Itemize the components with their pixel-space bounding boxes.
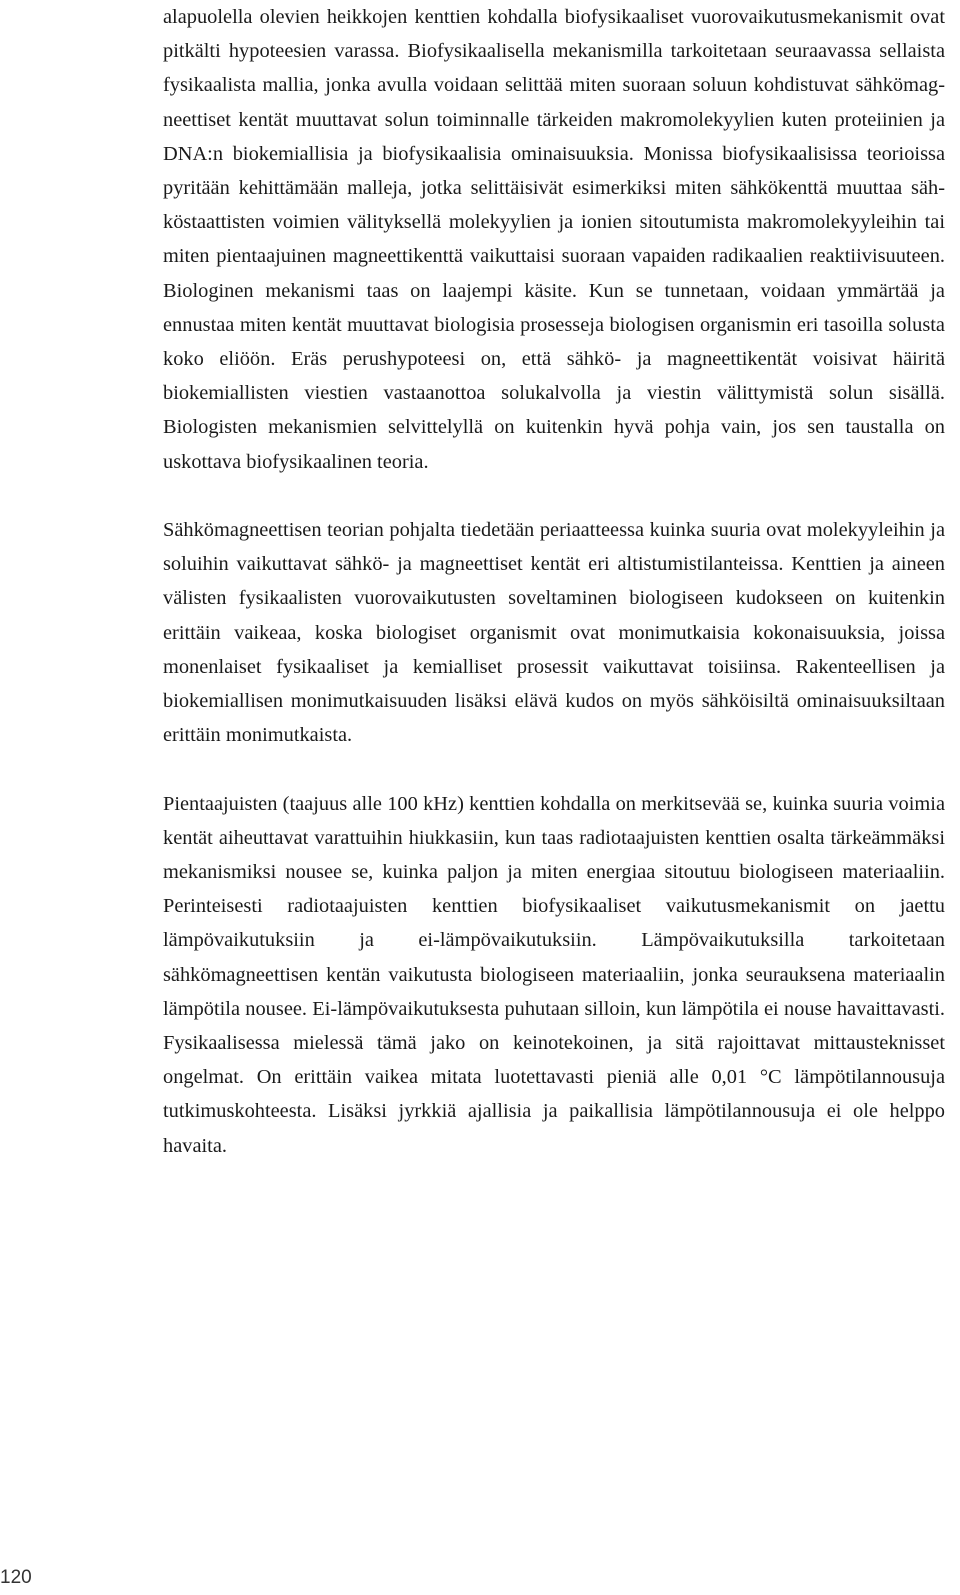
paragraph-low-frequency-fields: Pientaajuisten (taajuus alle 100 kHz) kenttien kohdalla on merkitsevää se, kuinka suuria voimia kentät aiheuttavat varattuihin hiukkasiin, kun taas radiotaajuisten kenttien osalta tärkeämmäksi mekanismiksi nousee se, kuinka paljon ja miten energiaa sitoutuu biologiseen materiaaliin. Perinteisesti radiotaajuisten kenttien biofysikaaliset vaikutusmekanismit on jaettu lämpövaikutuksiin ja ei-lämpövaikutuksiin. Lämpövaikutuksilla tarkoitetaan sähkömagneettisen kentän vaikutusta biologiseen materiaaliin, jonka seurauksena materiaalin lämpötila nousee. Ei-lämpövaikutuksesta puhutaan silloin, kun lämpötila ei nouse havaittavasti. Fysikaalisessa mielessä tämä jako on keinotekoinen, ja sitä rajoittavat mittausteknisset ongelmat. On erittäin vaikea mitata luotettavasti pieniä alle 0,01 °C lämpötilannousuja tutkimuskohteesta. Lisäksi jyrkkiä ajallisia ja paikallisia lämpötilannousuja ei ole helppo havaita. [163, 792, 945, 1157]
paragraph-electromagnetic-theory: Sähkömagneettisen teorian pohjalta tiedetään periaatteessa kuinka suuria ovat molekyyleihin ja soluihin vaikuttavat sähkö- ja magneettiset kentät eri altistumistilanteissa. Kenttien ja aineen välisten fysikaalisten vuorovaikutusten soveltaminen biologiseen kudokseen on kuitenkin erittäin vaikeaa, koska biologiset organismit ovat monimutkaisia kokonaisuuksia, joissa monenlaiset fysikaaliset ja kemialliset prosessit vaikuttavat toisiinsa. Rakenteellisen ja biokemiallisen monimutkaisuuden lisäksi elävä kudos on myös sähköisiltä ominaisuuksiltaan erittäin monimutkaista. [163, 519, 945, 747]
document-body [163, 0, 945, 1163]
page-number: 120 [0, 1560, 28, 1595]
paragraph-mechanisms: alapuolella olevien heikkojen kenttien kohdalla biofysikaaliset vuorovaikutusmekanismit ovat pitkälti hypoteesien varassa. Biofysikaalisella mekanismilla tarkoitetaan seuraavassa sellaista fysikaalista mallia, jonka avulla voidaan selittää miten suoraan soluun kohdistuvat sähkömagneettiset kentät muuttavat solun toiminnalle tärkeiden makromolekyylien kuten proteiinien ja DNA:n biokemiallisia ja biofysikaalisia ominaisuuksia. Monissa biofysikaalisissa teorioissa pyritään kehittämään malleja, jotka selittäisivät esimerkiksi miten sähkökenttä muuttaa sähköstaattisten voimien välityksellä molekyylien ja ionien sitoutumista makromolekyyleihin tai miten pientaajuinen magneettikenttä vaikuttaisi suoraan vapaiden radikaalien reaktiivisuuteen. Biologinen mekanismi taas on laajempi käsite. Kun se tunnetaan, voidaan ymmärtää ja ennustaa miten kentät muuttavat biologisia prosesseja biologisen organismin eri tasoilla solusta koko eliöön. Eräs perushypoteesi on, että sähkö- ja magneettikentät voisivat häiritä biokemiallisten viestien vastaanottoa solukalvolla ja viestin välittymistä solun sisällä. Biologisten mekanismien selvittelyllä on kuitenkin hyvä pohja vain, jos sen taustalla on uskottava biofysikaalinen teoria. [163, 6, 945, 473]
